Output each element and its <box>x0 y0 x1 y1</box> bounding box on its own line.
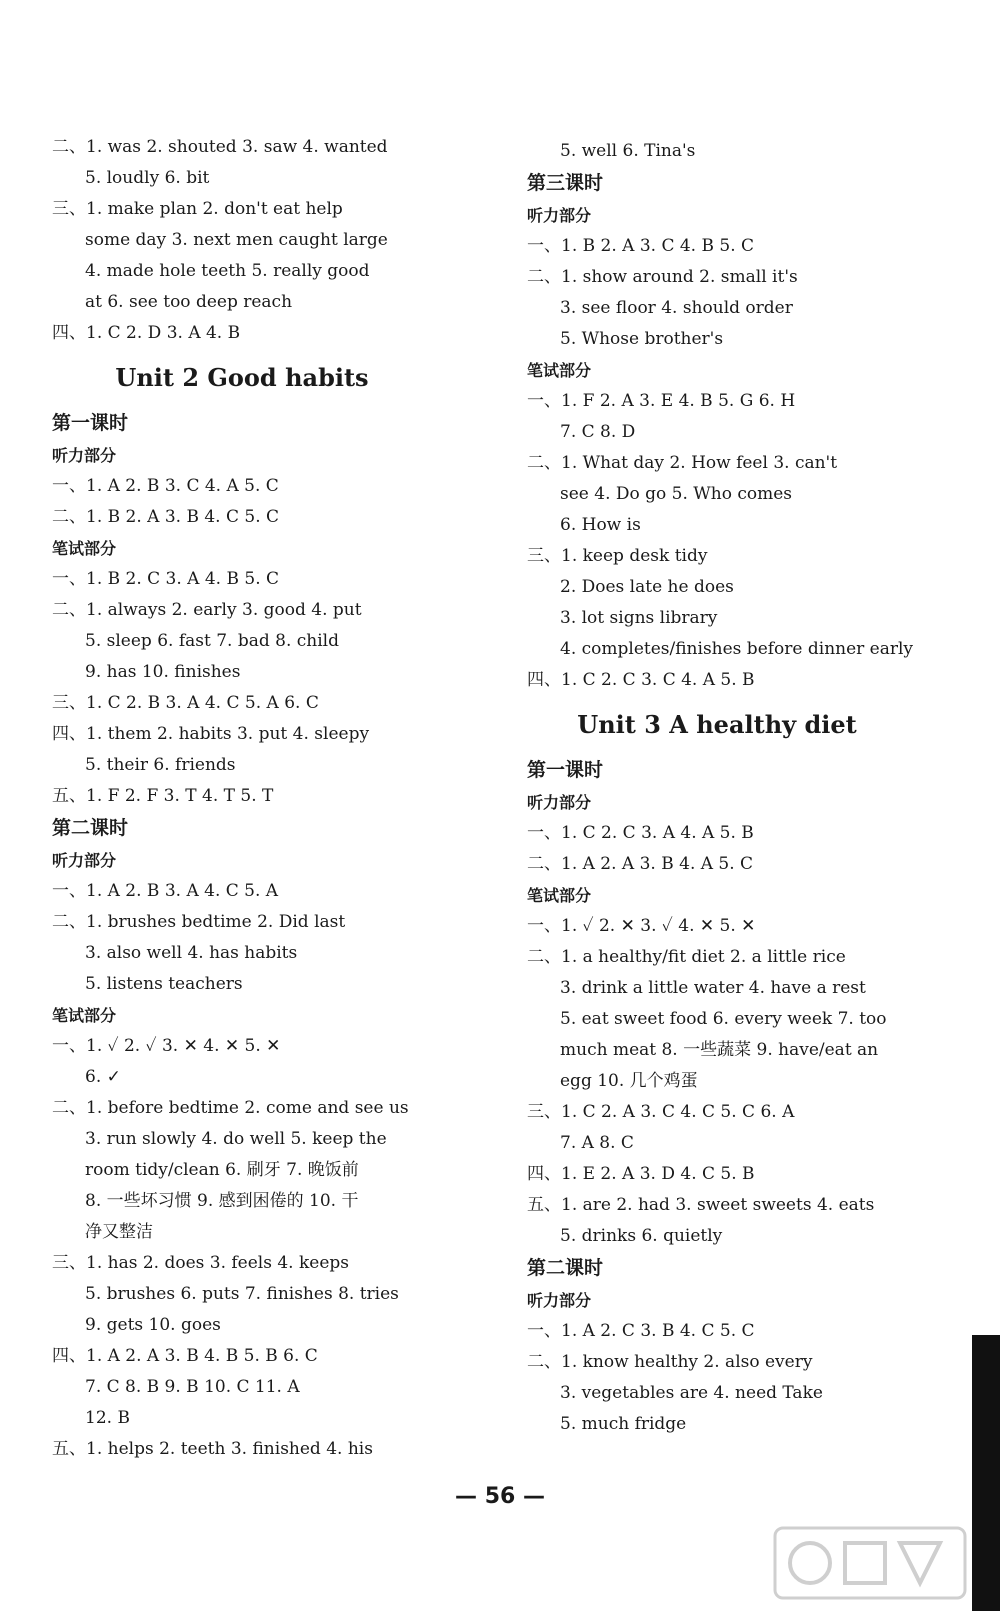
answer-line: 5. sleep 6. fast 7. bad 8. child <box>85 631 339 651</box>
answer-line: at 6. see too deep reach <box>85 292 293 312</box>
unit-title: Unit 2 Good habits <box>115 363 369 392</box>
answer-line: 五、1. F 2. F 3. T 4. T 5. T <box>52 786 274 806</box>
answer-line: 7. C 8. D <box>560 422 636 442</box>
answer-line: 五、1. helps 2. teeth 3. finished 4. his <box>52 1439 373 1459</box>
watermark-logo <box>770 1523 970 1603</box>
answer-line: 3. lot signs library <box>560 608 718 628</box>
section-heading: 听力部分 <box>52 851 117 870</box>
left-column <box>52 132 472 1465</box>
lesson-heading: 第二课时 <box>527 1257 604 1279</box>
section-heading: 笔试部分 <box>52 1006 117 1025</box>
answer-line: 12. B <box>85 1408 130 1428</box>
answer-line: 3. also well 4. has habits <box>85 943 298 963</box>
answer-line: 四、1. A 2. A 3. B 4. B 5. B 6. C <box>52 1346 318 1366</box>
answer-line: 一、1. C 2. C 3. A 4. A 5. B <box>527 823 754 843</box>
answer-line: 一、1. B 2. C 3. A 4. B 5. C <box>52 569 280 589</box>
answer-line: 二、1. A 2. A 3. B 4. A 5. C <box>527 854 754 874</box>
answer-line: room tidy/clean 6. 刷牙 7. 晚饭前 <box>85 1160 359 1180</box>
answer-line: 5. brushes 6. puts 7. finishes 8. tries <box>85 1284 399 1304</box>
answer-line: 5. loudly 6. bit <box>85 168 210 188</box>
answer-line: 3. see floor 4. should order <box>560 298 793 318</box>
answer-line: 5. much fridge <box>560 1414 687 1434</box>
answer-line: 2. Does late he does <box>560 577 734 597</box>
answer-line: 一、1. B 2. A 3. C 4. B 5. C <box>527 236 755 256</box>
page-number: — 56 — <box>455 1484 545 1509</box>
answer-line: 净又整洁 <box>85 1222 153 1242</box>
page-edge-tab <box>972 1335 1000 1611</box>
answer-line: 5. listens teachers <box>85 974 243 994</box>
answer-line: see 4. Do go 5. Who comes <box>560 484 793 504</box>
section-heading: 笔试部分 <box>527 886 592 905</box>
answer-line: 4. completes/finishes before dinner early <box>560 639 914 659</box>
answer-line: 三、1. C 2. A 3. C 4. C 5. C 6. A <box>527 1102 795 1122</box>
answer-line: 8. 一些坏习惯 9. 感到困倦的 10. 干 <box>85 1191 359 1211</box>
answer-line: 9. has 10. finishes <box>85 662 241 682</box>
lesson-heading: 第二课时 <box>52 817 129 839</box>
answer-line: 7. A 8. C <box>560 1133 634 1153</box>
answer-line: 二、1. was 2. shouted 3. saw 4. wanted <box>52 137 388 157</box>
section-heading: 听力部分 <box>527 1291 592 1310</box>
answer-line: 四、1. them 2. habits 3. put 4. sleepy <box>52 724 370 744</box>
answer-line: 四、1. C 2. C 3. C 4. A 5. B <box>527 670 755 690</box>
answer-line: 五、1. are 2. had 3. sweet sweets 4. eats <box>527 1195 875 1215</box>
unit-title: Unit 3 A healthy diet <box>577 710 857 739</box>
lesson-heading: 第一课时 <box>52 412 129 434</box>
answer-line: 三、1. C 2. B 3. A 4. C 5. A 6. C <box>52 693 319 713</box>
answer-line: 二、1. brushes bedtime 2. Did last <box>52 912 346 932</box>
answer-line: 一、1. A 2. B 3. C 4. A 5. C <box>52 476 279 496</box>
answer-line: 四、1. C 2. D 3. A 4. B <box>52 323 241 343</box>
answer-line: egg 10. 几个鸡蛋 <box>560 1071 698 1091</box>
answer-line: 一、1. F 2. A 3. E 4. B 5. G 6. H <box>527 391 796 411</box>
section-heading: 听力部分 <box>52 446 117 465</box>
answer-line: 二、1. before bedtime 2. come and see us <box>52 1098 409 1118</box>
section-heading: 笔试部分 <box>527 361 592 380</box>
answer-line: 三、1. keep desk tidy <box>527 546 708 566</box>
section-heading: 听力部分 <box>527 793 592 812</box>
section-heading: 笔试部分 <box>52 539 117 558</box>
section-heading: 听力部分 <box>527 206 592 225</box>
answer-line: 一、1. ✓ 2. ✓ 3. ✕ 4. ✕ 5. ✕ <box>52 1036 281 1056</box>
answer-line: 4. made hole teeth 5. really good <box>85 261 370 281</box>
lesson-heading: 第三课时 <box>527 172 604 194</box>
answer-line: 二、1. show around 2. small it's <box>527 267 798 287</box>
answer-line: 3. vegetables are 4. need Take <box>560 1383 823 1403</box>
answer-line: some day 3. next men caught large <box>85 230 388 250</box>
answer-line: 5. well 6. Tina's <box>560 141 696 161</box>
answer-line: 四、1. E 2. A 3. D 4. C 5. B <box>527 1164 755 1184</box>
answer-line: 三、1. has 2. does 3. feels 4. keeps <box>52 1253 350 1273</box>
answer-line: 9. gets 10. goes <box>85 1315 221 1335</box>
answer-line: 一、1. A 2. B 3. A 4. C 5. A <box>52 881 279 901</box>
answer-line: 5. eat sweet food 6. every week 7. too <box>560 1009 887 1029</box>
answer-line: 一、1. A 2. C 3. B 4. C 5. C <box>527 1321 755 1341</box>
answer-line: 6. ✓ <box>85 1067 121 1087</box>
lesson-heading: 第一课时 <box>527 759 604 781</box>
answer-line: 二、1. know healthy 2. also every <box>527 1352 813 1372</box>
answer-line: 3. drink a little water 4. have a rest <box>560 978 866 998</box>
answer-line: 3. run slowly 4. do well 5. keep the <box>85 1129 387 1149</box>
answer-line: 5. drinks 6. quietly <box>560 1226 723 1246</box>
answer-line: 二、1. B 2. A 3. B 4. C 5. C <box>52 507 280 527</box>
answer-line: 三、1. make plan 2. don't eat help <box>52 199 343 219</box>
right-column <box>527 136 947 1440</box>
answer-line: 7. C 8. B 9. B 10. C 11. A <box>85 1377 300 1397</box>
answer-line: 二、1. always 2. early 3. good 4. put <box>52 600 362 620</box>
answer-line: 5. their 6. friends <box>85 755 236 775</box>
answer-line: 二、1. What day 2. How feel 3. can't <box>527 453 838 473</box>
answer-line: 5. Whose brother's <box>560 329 724 349</box>
answer-line: 一、1. ✓ 2. ✕ 3. ✓ 4. ✕ 5. ✕ <box>527 916 756 936</box>
answer-line: much meat 8. 一些蔬菜 9. have/eat an <box>560 1040 879 1060</box>
answer-line: 6. How is <box>560 515 641 535</box>
answer-line: 二、1. a healthy/fit diet 2. a little rice <box>527 947 846 967</box>
